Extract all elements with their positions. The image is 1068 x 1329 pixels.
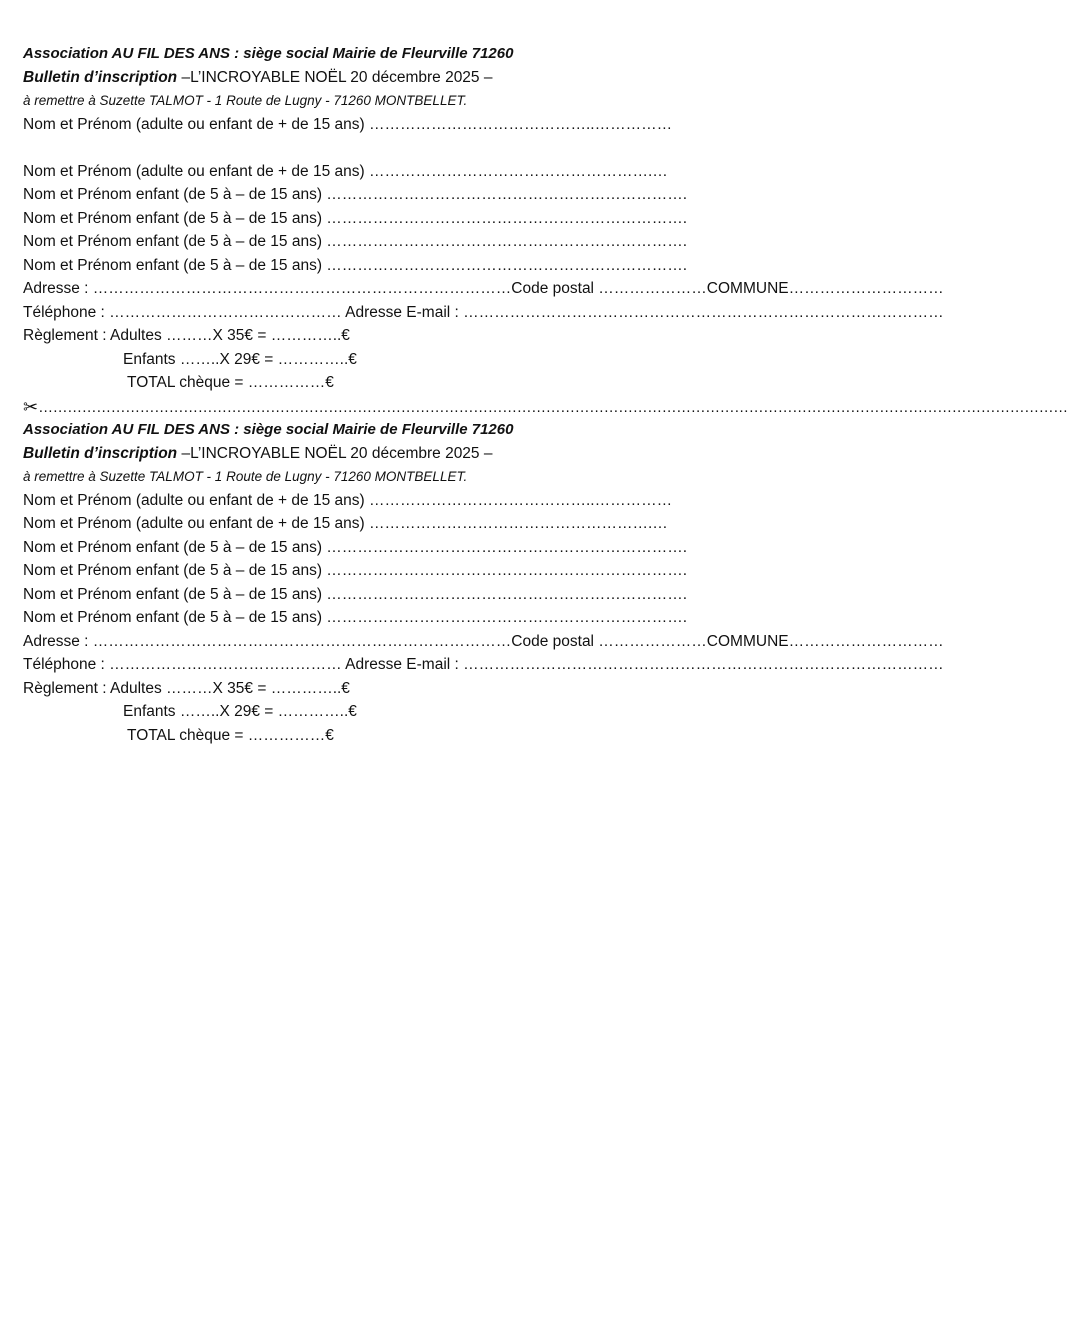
child-name-field-3[interactable]: Nom et Prénom enfant (de 5 à – de 15 ans) ……………………………………………………………. (23, 233, 688, 250)
bulletin-label: Bulletin d’inscription (23, 444, 178, 462)
bulletin-heading (23, 66, 883, 90)
adult-name-field-2[interactable]: Nom et Prénom (adulte ou enfant de + de 15 ans) ……………………………………………….… (23, 515, 668, 532)
payment-total[interactable]: TOTAL chèque = ……………€ (127, 374, 334, 391)
bulletin-label: Bulletin d’inscription (23, 68, 178, 86)
payment-children-row (23, 700, 883, 724)
child-name-field-1[interactable]: Nom et Prénom enfant (de 5 à – de 15 ans) ……………………………………………………………. (23, 538, 688, 556)
cut-line (23, 396, 1068, 419)
payment-total-row (23, 371, 883, 395)
registration-form-2 (23, 418, 944, 747)
payment-children[interactable]: Enfants ……..X 29€ = …………..€ (123, 703, 357, 720)
child-name-field-2[interactable]: Nom et Prénom enfant (de 5 à – de 15 ans) ……………………………………………………………. (23, 209, 688, 227)
adult-name-field-1[interactable]: Nom et Prénom (adulte ou enfant de + de 15 ans) ……………………………………..…………… (23, 491, 673, 509)
phone-email-field[interactable]: Téléphone : ……………………………………… Adresse E-mail : ………………………………………………………………………………… (23, 303, 944, 321)
remit-address: à remettre à Suzette TALMOT - 1 Route de Lugny - 71260 MONTBELLET. (23, 469, 468, 484)
address-field[interactable]: Adresse : ………………………………………………………………………Code postal …………………COMMUNE………………………… (23, 632, 944, 650)
child-name-field-1[interactable]: Nom et Prénom enfant (de 5 à – de 15 ans) ……………………………………………………………. (23, 186, 688, 203)
child-name-field-3[interactable]: Nom et Prénom enfant (de 5 à – de 15 ans) ……………………………………………………………. (23, 585, 688, 603)
registration-form-1 (23, 42, 944, 395)
adult-name-field-2[interactable]: Nom et Prénom (adulte ou enfant de + de 15 ans) ……………………………………………….… (23, 162, 668, 180)
child-name-field-4[interactable]: Nom et Prénom enfant (de 5 à – de 15 ans) ……………………………………………………………. (23, 609, 688, 626)
payment-adults[interactable]: Règlement : Adultes ………X 35€ = …………..€ (23, 679, 350, 697)
remit-address: à remettre à Suzette TALMOT - 1 Route de Lugny - 71260 MONTBELLET. (23, 93, 468, 108)
adult-name-field-1[interactable]: Nom et Prénom (adulte ou enfant de + de 15 ans) ……………………………………..…………… (23, 115, 673, 133)
payment-total-row (23, 724, 883, 748)
child-name-field-4[interactable]: Nom et Prénom enfant (de 5 à – de 15 ans) ……………………………………………………………. (23, 256, 688, 274)
payment-children-row (23, 348, 883, 372)
payment-children[interactable]: Enfants ……..X 29€ = …………..€ (123, 350, 357, 368)
address-field[interactable]: Adresse : ………………………………………………………………………Code postal …………………COMMUNE………………………… (23, 280, 944, 297)
blank-line (23, 136, 883, 160)
event-title: –L’INCROYABLE NOËL 20 décembre 2025 – (177, 68, 493, 86)
phone-email-field[interactable]: Téléphone : ……………………………………… Adresse E-mail : ………………………………………………………………………………… (23, 656, 944, 673)
payment-adults[interactable]: Règlement : Adultes ………X 35€ = …………..€ (23, 327, 350, 344)
payment-total[interactable]: TOTAL chèque = ……………€ (127, 726, 334, 744)
cut-dots: …………………………………………………………………………………………………………………………………………………………………………………………… (38, 399, 1068, 416)
association-title: Association AU FIL DES ANS : siège social Mairie de Fleurville 71260 (23, 45, 514, 62)
event-title: –L’INCROYABLE NOËL 20 décembre 2025 – (177, 444, 493, 462)
scissors-icon: ✂ (23, 397, 39, 417)
bulletin-heading (23, 442, 883, 466)
association-title: Association AU FIL DES ANS : siège social Mairie de Fleurville 71260 (23, 421, 514, 438)
child-name-field-2[interactable]: Nom et Prénom enfant (de 5 à – de 15 ans) ……………………………………………………………. (23, 562, 688, 579)
